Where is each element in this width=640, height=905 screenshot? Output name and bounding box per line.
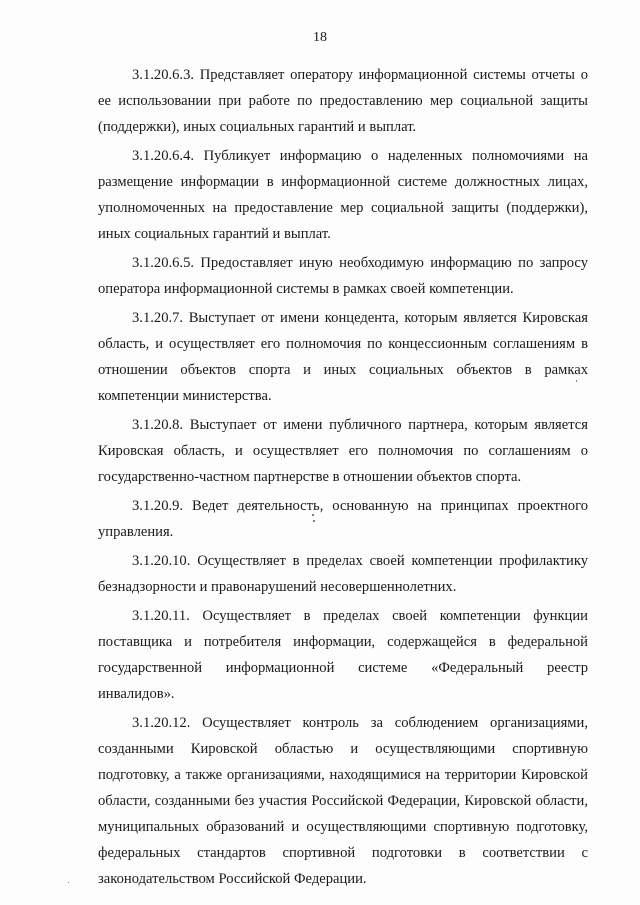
scan-speck [68, 882, 69, 883]
paragraph-3-1-20-6-5: 3.1.20.6.5. Предоставляет иную необходимую информацию по запросу оператора информационной системы в рамках своей компетенции. [98, 255, 588, 297]
paragraph-3-1-20-12: 3.1.20.12. Осуществляет контроль за соблюдением организациями, созданными Кировской областью и осуществляющими спортивную подготовку, а также организациями, находящимися на территории Кировской области, созданными без участия Российской Федерации, Кировской области, муниципальных образований и осуществляющими спортивную подготовку, федеральных стандартов спортивной подготовки в соответствии с законодательством Российской Федерации. [98, 715, 588, 887]
paragraph-3-1-20-7: 3.1.20.7. Выступает от имени концедента, которым является Кировская область, и осуществляет его полномочия по концессионным соглашениям в отношении объектов спорта и иных социальных объектов в рамках компетенции министерства. [98, 310, 588, 404]
paragraph-3-1-20-10: 3.1.20.10. Осуществляет в пределах своей компетенции профилактику безнадзорности и правонарушений несовершеннолетних. [98, 553, 588, 595]
scan-speck [576, 380, 577, 382]
paragraph-3-1-20-6-4: 3.1.20.6.4. Публикует информацию о наделенных полномочиями на размещение информации в информационной системе должностных лицах, уполномоченных на предоставление мер социальной защиты (поддержки), иных социальных гарантий и выплат. [98, 148, 588, 242]
scan-speck [312, 514, 314, 516]
paragraph-3-1-20-6-3: 3.1.20.6.3. Представляет оператору информационной системы отчеты о ее использовании при работе по предоставлению мер социальной защиты (поддержки), иных социальных гарантий и выплат. [98, 67, 588, 135]
paragraph-3-1-20-11: 3.1.20.11. Осуществляет в пределах своей компетенции функции поставщика и потребителя информации, содержащейся в федеральной государственной информационной системе «Федеральный реестр инвалидов». [98, 608, 588, 702]
page-number: 18 [313, 30, 327, 45]
scan-speck [313, 520, 315, 522]
paragraph-3-1-20-8: 3.1.20.8. Выступает от имени публичного партнера, которым является Кировская область, и осуществляет его полномочия по соглашениям о государственно-частном партнерстве в отношении объектов спорта. [98, 417, 588, 485]
paragraph-3-1-20-9: 3.1.20.9. Ведет деятельность, основанную на принципах проектного управления. [98, 498, 588, 540]
body-text [98, 62, 588, 895]
